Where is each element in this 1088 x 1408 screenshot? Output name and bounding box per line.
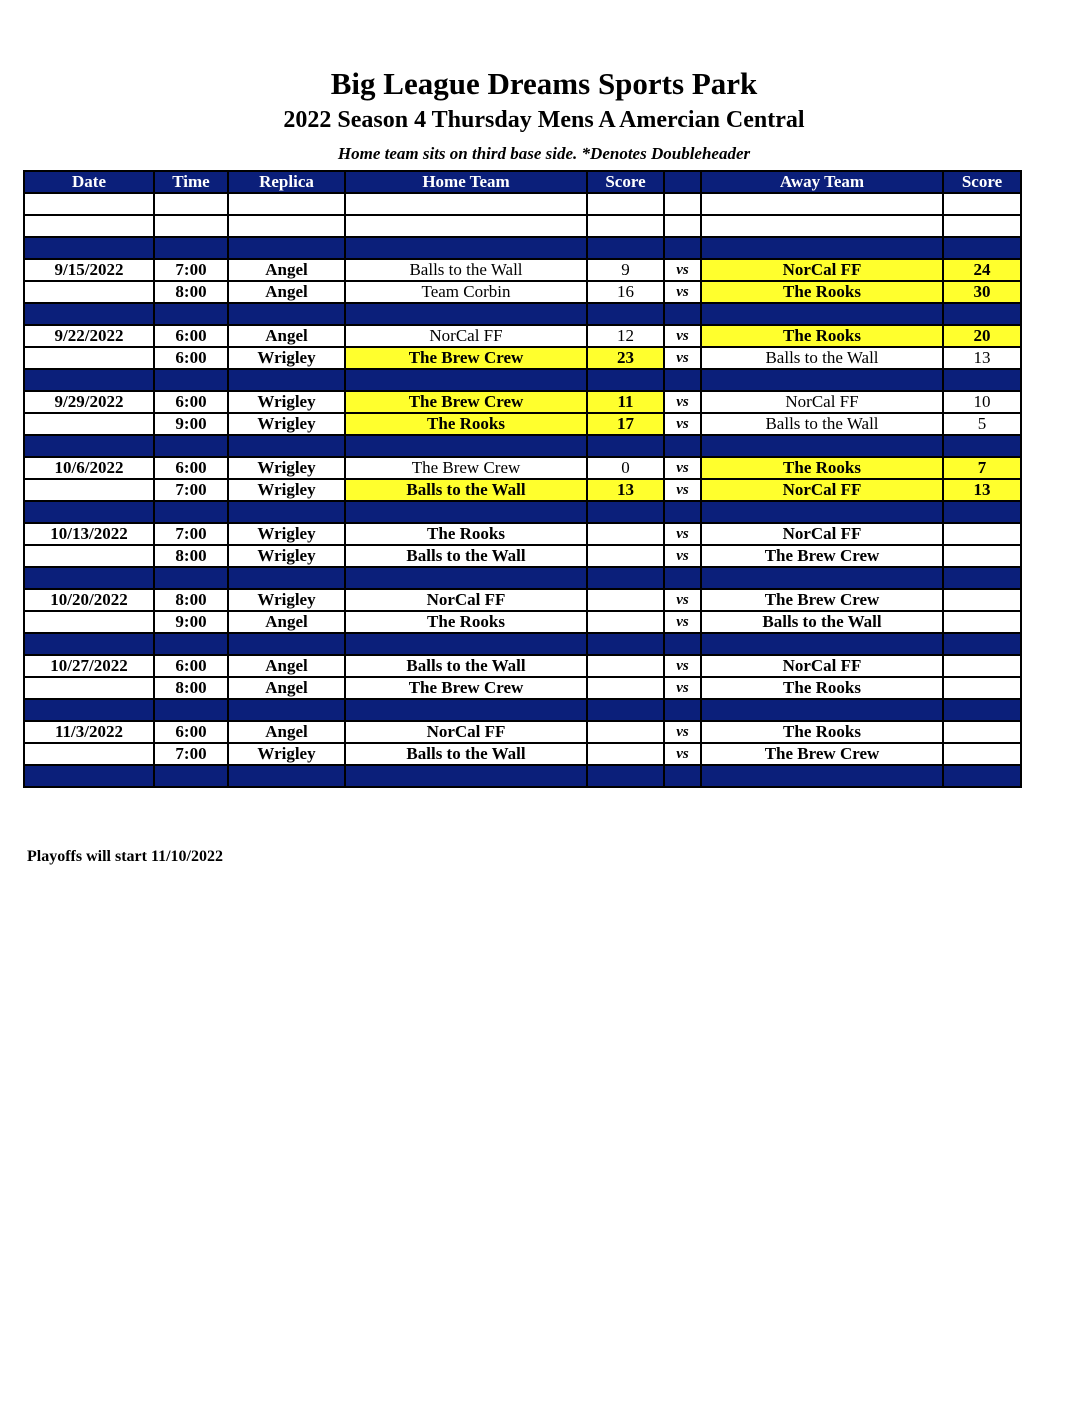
- replica-cell: Angel: [228, 325, 345, 347]
- replica-cell: Angel: [228, 611, 345, 633]
- spacer-cell: [701, 567, 943, 589]
- blank-cell: [154, 215, 228, 237]
- date-cell: [24, 347, 154, 369]
- away-team-cell: The Rooks: [701, 281, 943, 303]
- spacer-cell: [587, 633, 664, 655]
- page-subtitle: 2022 Season 4 Thursday Mens A Amercian Central: [283, 107, 805, 133]
- away-score-cell: 20: [943, 325, 1021, 347]
- home-score-cell: [587, 523, 664, 545]
- schedule-table: [23, 170, 1022, 788]
- spacer-cell: [664, 435, 701, 457]
- spacer-cell: [154, 501, 228, 523]
- spacer-cell: [154, 369, 228, 391]
- spacer-cell: [24, 567, 154, 589]
- away-team-cell: The Rooks: [701, 457, 943, 479]
- date-cell: [24, 413, 154, 435]
- spacer-cell: [154, 237, 228, 259]
- vs-cell: vs: [664, 347, 701, 369]
- col-header-away-score: Score: [943, 171, 1021, 193]
- spacer-cell: [345, 237, 587, 259]
- home-score-cell: 16: [587, 281, 664, 303]
- spacer-cell: [701, 765, 943, 787]
- time-cell: 6:00: [154, 655, 228, 677]
- time-cell: 7:00: [154, 479, 228, 501]
- spacer-cell: [664, 303, 701, 325]
- home-team-cell: Balls to the Wall: [345, 259, 587, 281]
- spacer-cell: [587, 501, 664, 523]
- spacer-cell: [943, 765, 1021, 787]
- spacer-cell: [587, 237, 664, 259]
- replica-cell: Wrigley: [228, 413, 345, 435]
- spacer-cell: [345, 501, 587, 523]
- home-score-cell: [587, 589, 664, 611]
- spacer-cell: [228, 303, 345, 325]
- table-row: [24, 523, 1021, 545]
- home-team-cell: The Brew Crew: [345, 347, 587, 369]
- away-team-cell: NorCal FF: [701, 259, 943, 281]
- spacer-cell: [701, 633, 943, 655]
- spacer-cell: [701, 435, 943, 457]
- spacer-cell: [24, 435, 154, 457]
- spacer-row: [24, 567, 1021, 589]
- spacer-cell: [24, 369, 154, 391]
- spacer-cell: [664, 237, 701, 259]
- date-cell: 9/22/2022: [24, 325, 154, 347]
- away-score-cell: [943, 721, 1021, 743]
- spacer-cell: [664, 633, 701, 655]
- home-team-cell: The Brew Crew: [345, 391, 587, 413]
- time-cell: 7:00: [154, 523, 228, 545]
- page-title: Big League Dreams Sports Park: [330, 66, 758, 101]
- table-row: [24, 743, 1021, 765]
- date-cell: [24, 611, 154, 633]
- away-score-cell: 10: [943, 391, 1021, 413]
- blank-cell: [587, 215, 664, 237]
- vs-cell: vs: [664, 281, 701, 303]
- blank-cell: [664, 215, 701, 237]
- table-row: [24, 347, 1021, 369]
- spacer-cell: [24, 699, 154, 721]
- replica-cell: Angel: [228, 721, 345, 743]
- replica-cell: Wrigley: [228, 589, 345, 611]
- spacer-cell: [587, 765, 664, 787]
- date-cell: 10/13/2022: [24, 523, 154, 545]
- replica-cell: Wrigley: [228, 545, 345, 567]
- table-row: [24, 457, 1021, 479]
- spacer-cell: [154, 633, 228, 655]
- time-cell: 8:00: [154, 677, 228, 699]
- col-header-vs: [664, 171, 701, 193]
- playoffs-note: Playoffs will start 11/10/2022: [27, 848, 223, 865]
- blank-cell: [24, 193, 154, 215]
- away-score-cell: [943, 677, 1021, 699]
- replica-cell: Wrigley: [228, 391, 345, 413]
- away-team-cell: NorCal FF: [701, 523, 943, 545]
- away-team-cell: Balls to the Wall: [701, 611, 943, 633]
- spacer-row: [24, 303, 1021, 325]
- replica-cell: Wrigley: [228, 457, 345, 479]
- spacer-cell: [664, 369, 701, 391]
- away-team-cell: The Brew Crew: [701, 589, 943, 611]
- spacer-cell: [228, 435, 345, 457]
- home-score-cell: [587, 545, 664, 567]
- vs-cell: vs: [664, 655, 701, 677]
- blank-cell: [701, 215, 943, 237]
- home-score-cell: [587, 611, 664, 633]
- spacer-cell: [943, 369, 1021, 391]
- blank-cell: [345, 215, 587, 237]
- blank-cell: [154, 193, 228, 215]
- spacer-cell: [587, 435, 664, 457]
- blank-cell: [345, 193, 587, 215]
- table-row: [24, 611, 1021, 633]
- vs-cell: vs: [664, 325, 701, 347]
- spacer-cell: [943, 303, 1021, 325]
- home-team-cell: Balls to the Wall: [345, 479, 587, 501]
- vs-cell: vs: [664, 677, 701, 699]
- time-cell: 6:00: [154, 391, 228, 413]
- spacer-cell: [345, 633, 587, 655]
- spacer-cell: [24, 237, 154, 259]
- time-cell: 8:00: [154, 589, 228, 611]
- blank-cell: [943, 215, 1021, 237]
- time-cell: 9:00: [154, 611, 228, 633]
- table-row: [24, 391, 1021, 413]
- away-score-cell: 7: [943, 457, 1021, 479]
- home-score-cell: [587, 677, 664, 699]
- vs-cell: vs: [664, 611, 701, 633]
- away-team-cell: NorCal FF: [701, 655, 943, 677]
- spacer-cell: [701, 237, 943, 259]
- blank-cell: [943, 193, 1021, 215]
- date-cell: 10/20/2022: [24, 589, 154, 611]
- date-cell: [24, 677, 154, 699]
- spacer-cell: [345, 699, 587, 721]
- spacer-row: [24, 765, 1021, 787]
- blank-cell: [587, 193, 664, 215]
- home-team-cell: The Brew Crew: [345, 457, 587, 479]
- spacer-cell: [228, 633, 345, 655]
- home-team-cell: The Rooks: [345, 523, 587, 545]
- table-row: [24, 281, 1021, 303]
- away-team-cell: The Rooks: [701, 677, 943, 699]
- spacer-cell: [701, 369, 943, 391]
- replica-cell: Angel: [228, 281, 345, 303]
- spacer-cell: [228, 699, 345, 721]
- spacer-cell: [943, 501, 1021, 523]
- blank-cell: [664, 193, 701, 215]
- away-score-cell: 13: [943, 347, 1021, 369]
- spacer-row: [24, 237, 1021, 259]
- col-header-date: Date: [24, 171, 154, 193]
- spacer-cell: [664, 765, 701, 787]
- date-cell: 10/6/2022: [24, 457, 154, 479]
- spacer-cell: [701, 303, 943, 325]
- spacer-cell: [587, 369, 664, 391]
- home-team-cell: The Rooks: [345, 611, 587, 633]
- vs-cell: vs: [664, 457, 701, 479]
- away-score-cell: [943, 589, 1021, 611]
- time-cell: 8:00: [154, 545, 228, 567]
- date-cell: 11/3/2022: [24, 721, 154, 743]
- away-team-cell: Balls to the Wall: [701, 347, 943, 369]
- vs-cell: vs: [664, 479, 701, 501]
- date-cell: 9/15/2022: [24, 259, 154, 281]
- table-row: [24, 589, 1021, 611]
- away-team-cell: The Brew Crew: [701, 743, 943, 765]
- spacer-cell: [24, 501, 154, 523]
- away-team-cell: The Rooks: [701, 721, 943, 743]
- time-cell: 6:00: [154, 721, 228, 743]
- spacer-cell: [24, 303, 154, 325]
- date-cell: [24, 743, 154, 765]
- home-score-cell: 9: [587, 259, 664, 281]
- date-cell: 9/29/2022: [24, 391, 154, 413]
- vs-cell: vs: [664, 523, 701, 545]
- table-row: [24, 655, 1021, 677]
- home-score-cell: 13: [587, 479, 664, 501]
- home-team-cell: NorCal FF: [345, 325, 587, 347]
- home-score-cell: 23: [587, 347, 664, 369]
- spacer-cell: [587, 303, 664, 325]
- spacer-cell: [943, 567, 1021, 589]
- replica-cell: Wrigley: [228, 479, 345, 501]
- home-team-cell: Balls to the Wall: [345, 743, 587, 765]
- away-team-cell: The Rooks: [701, 325, 943, 347]
- spacer-cell: [943, 435, 1021, 457]
- vs-cell: vs: [664, 413, 701, 435]
- away-team-cell: NorCal FF: [701, 391, 943, 413]
- blank-row: [24, 215, 1021, 237]
- spacer-cell: [154, 567, 228, 589]
- time-cell: 9:00: [154, 413, 228, 435]
- home-score-cell: 12: [587, 325, 664, 347]
- table-row: [24, 479, 1021, 501]
- away-score-cell: [943, 655, 1021, 677]
- table-row: [24, 325, 1021, 347]
- time-cell: 6:00: [154, 457, 228, 479]
- spacer-cell: [345, 567, 587, 589]
- spacer-cell: [943, 699, 1021, 721]
- spacer-cell: [345, 435, 587, 457]
- away-team-cell: The Brew Crew: [701, 545, 943, 567]
- time-cell: 8:00: [154, 281, 228, 303]
- date-cell: [24, 545, 154, 567]
- away-score-cell: 13: [943, 479, 1021, 501]
- spacer-cell: [345, 303, 587, 325]
- home-score-cell: 0: [587, 457, 664, 479]
- spacer-row: [24, 699, 1021, 721]
- table-row: [24, 259, 1021, 281]
- replica-cell: Angel: [228, 677, 345, 699]
- spacer-cell: [345, 369, 587, 391]
- spacer-cell: [24, 765, 154, 787]
- home-score-cell: 11: [587, 391, 664, 413]
- blank-cell: [24, 215, 154, 237]
- spacer-cell: [587, 567, 664, 589]
- table-row: [24, 545, 1021, 567]
- schedule-body: [24, 193, 1021, 787]
- spacer-cell: [664, 501, 701, 523]
- away-score-cell: 30: [943, 281, 1021, 303]
- table-row: [24, 413, 1021, 435]
- spacer-row: [24, 633, 1021, 655]
- replica-cell: Wrigley: [228, 523, 345, 545]
- replica-cell: Angel: [228, 655, 345, 677]
- col-header-home-team: Home Team: [345, 171, 587, 193]
- spacer-cell: [154, 435, 228, 457]
- replica-cell: Wrigley: [228, 743, 345, 765]
- spacer-cell: [943, 237, 1021, 259]
- spacer-cell: [345, 765, 587, 787]
- time-cell: 7:00: [154, 259, 228, 281]
- vs-cell: vs: [664, 259, 701, 281]
- home-team-cell: Balls to the Wall: [345, 545, 587, 567]
- col-header-time: Time: [154, 171, 228, 193]
- spacer-cell: [587, 699, 664, 721]
- replica-cell: Wrigley: [228, 347, 345, 369]
- away-team-cell: NorCal FF: [701, 479, 943, 501]
- home-score-cell: [587, 743, 664, 765]
- vs-cell: vs: [664, 589, 701, 611]
- blank-cell: [701, 193, 943, 215]
- home-team-cell: NorCal FF: [345, 721, 587, 743]
- spacer-cell: [228, 765, 345, 787]
- spacer-cell: [228, 369, 345, 391]
- away-score-cell: [943, 545, 1021, 567]
- home-team-cell: NorCal FF: [345, 589, 587, 611]
- spacer-cell: [154, 303, 228, 325]
- time-cell: 7:00: [154, 743, 228, 765]
- date-cell: [24, 281, 154, 303]
- vs-cell: vs: [664, 545, 701, 567]
- spacer-row: [24, 435, 1021, 457]
- date-cell: 10/27/2022: [24, 655, 154, 677]
- away-score-cell: 24: [943, 259, 1021, 281]
- vs-cell: vs: [664, 391, 701, 413]
- home-score-cell: [587, 721, 664, 743]
- time-cell: 6:00: [154, 347, 228, 369]
- spacer-cell: [228, 567, 345, 589]
- spacer-cell: [664, 567, 701, 589]
- header-row: [24, 171, 1021, 193]
- away-score-cell: 5: [943, 413, 1021, 435]
- spacer-row: [24, 369, 1021, 391]
- col-header-away-team: Away Team: [701, 171, 943, 193]
- blank-row: [24, 193, 1021, 215]
- spacer-cell: [701, 699, 943, 721]
- away-score-cell: [943, 523, 1021, 545]
- spacer-cell: [228, 237, 345, 259]
- blank-cell: [228, 215, 345, 237]
- away-score-cell: [943, 611, 1021, 633]
- schedule-note: Home team sits on third base side. *Denotes Doubleheader: [337, 144, 751, 163]
- replica-cell: Angel: [228, 259, 345, 281]
- home-team-cell: The Rooks: [345, 413, 587, 435]
- spacer-cell: [228, 501, 345, 523]
- col-header-home-score: Score: [587, 171, 664, 193]
- away-team-cell: Balls to the Wall: [701, 413, 943, 435]
- home-team-cell: The Brew Crew: [345, 677, 587, 699]
- time-cell: 6:00: [154, 325, 228, 347]
- spacer-cell: [154, 765, 228, 787]
- spacer-cell: [701, 501, 943, 523]
- home-score-cell: 17: [587, 413, 664, 435]
- spacer-cell: [24, 633, 154, 655]
- away-score-cell: [943, 743, 1021, 765]
- spacer-cell: [154, 699, 228, 721]
- spacer-row: [24, 501, 1021, 523]
- table-row: [24, 677, 1021, 699]
- blank-cell: [228, 193, 345, 215]
- date-cell: [24, 479, 154, 501]
- spacer-cell: [943, 633, 1021, 655]
- table-row: [24, 721, 1021, 743]
- col-header-replica: Replica: [228, 171, 345, 193]
- vs-cell: vs: [664, 721, 701, 743]
- home-score-cell: [587, 655, 664, 677]
- vs-cell: vs: [664, 743, 701, 765]
- home-team-cell: Team Corbin: [345, 281, 587, 303]
- home-team-cell: Balls to the Wall: [345, 655, 587, 677]
- spacer-cell: [664, 699, 701, 721]
